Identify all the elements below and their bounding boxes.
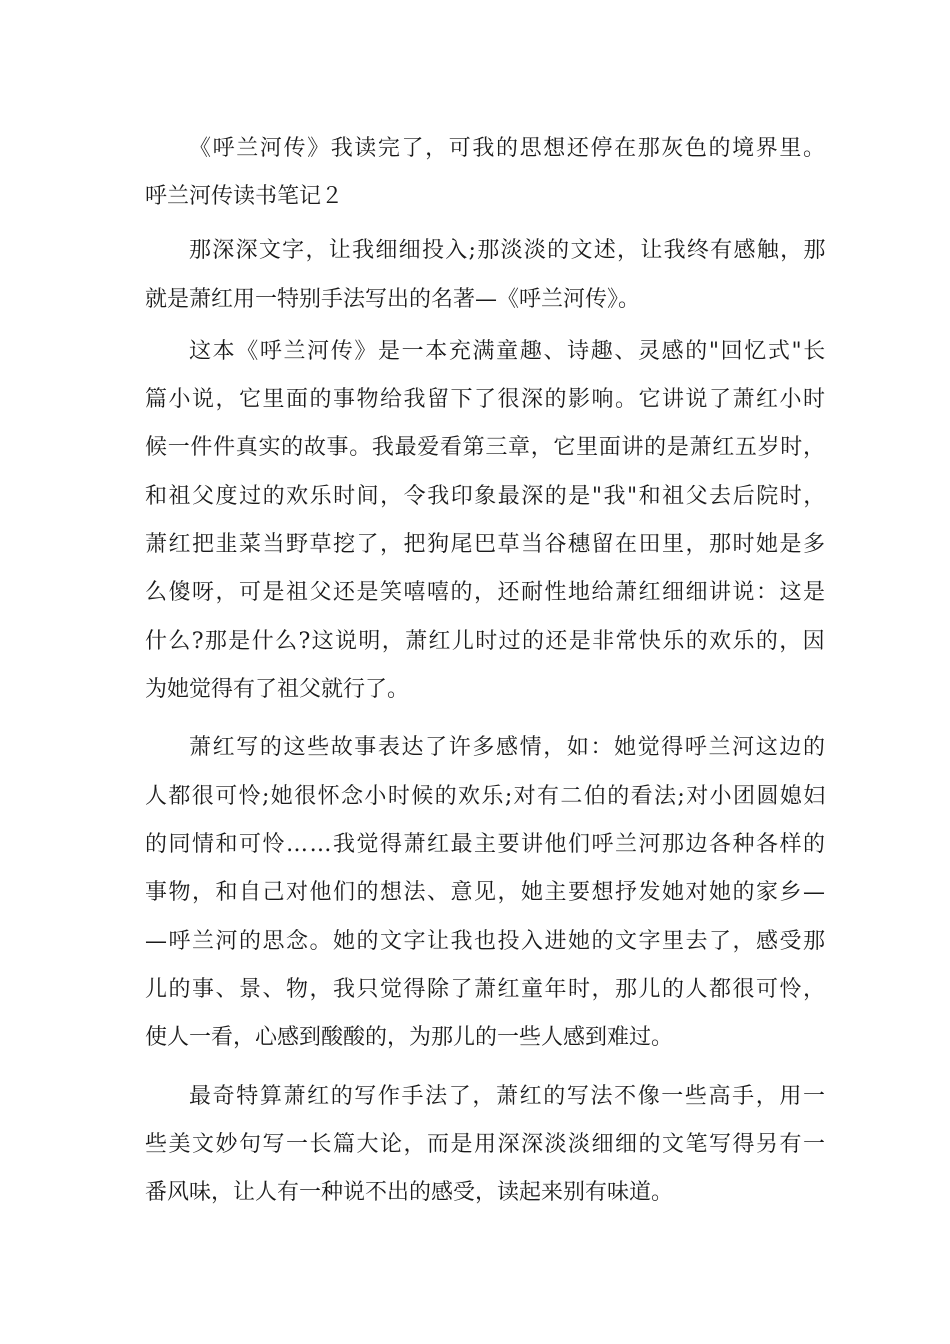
paragraph-line: 这本《呼兰河传》是一本充满童趣、诗趣、灵感的"回忆式"长 [189, 339, 827, 364]
paragraph-line: 的同情和可怜……我觉得萧红最主要讲他们呼兰河那边各种各样的 [145, 832, 827, 857]
paragraph-line: 《呼兰河传》我读完了，可我的思想还停在那灰色的境界里。 [189, 136, 827, 161]
paragraph-line: 番风味，让人有一种说不出的感受，读起来别有味道。 [145, 1180, 674, 1205]
paragraph-line: 些美文妙句写一长篇大论，而是用深深淡淡细细的文笔写得另有一 [145, 1132, 827, 1157]
section-heading: 呼兰河传读书笔记２ [145, 184, 344, 209]
paragraph-line: 篇小说，它里面的事物给我留下了很深的影响。它讲说了萧红小时 [145, 387, 827, 412]
paragraph-line: 候一件件真实的故事。我最爱看第三章，它里面讲的是萧红五岁时， [145, 435, 826, 460]
paragraph-line: 和祖父度过的欢乐时间，令我印象最深的是"我"和祖父去后院时， [145, 484, 827, 509]
paragraph-line: 那深深文字，让我细细投入;那淡淡的文述，让我终有感触，那 [189, 238, 827, 263]
paragraph-line: —呼兰河的思念。她的文字让我也投入进她的文字里去了，感受那 [145, 929, 827, 954]
paragraph-line: 就是萧红用一特别手法写出的名著—《呼兰河传》。 [145, 287, 641, 312]
paragraph-line: 最奇特算萧红的写作手法了，萧红的写法不像一些高手，用一 [189, 1084, 827, 1109]
paragraph-line: 事物，和自己对他们的想法、意见，她主要想抒发她对她的家乡— [145, 880, 827, 905]
paragraph-line: 儿的事、景、物，我只觉得除了萧红童年时，那儿的人都很可怜， [145, 977, 827, 1002]
paragraph-line: 使人一看，心感到酸酸的，为那儿的一些人感到难过。 [145, 1025, 674, 1050]
paragraph-line: 人都很可怜;她很怀念小时候的欢乐;对有二伯的看法;对小团圆媳妇 [145, 784, 827, 809]
paragraph-line: 萧红写的这些故事表达了许多感情，如：她觉得呼兰河这边的 [189, 735, 827, 760]
paragraph-line: 萧红把韭菜当野草挖了，把狗尾巴草当谷穗留在田里，那时她是多 [145, 532, 827, 557]
paragraph-line: 为她觉得有了祖父就行了。 [145, 677, 410, 702]
paragraph-line: 什么?那是什么?这说明，萧红儿时过的还是非常快乐的欢乐的，因 [145, 629, 826, 654]
paragraph-line: 么傻呀，可是祖父还是笑嘻嘻的，还耐性地给萧红细细讲说：这是 [145, 580, 827, 605]
